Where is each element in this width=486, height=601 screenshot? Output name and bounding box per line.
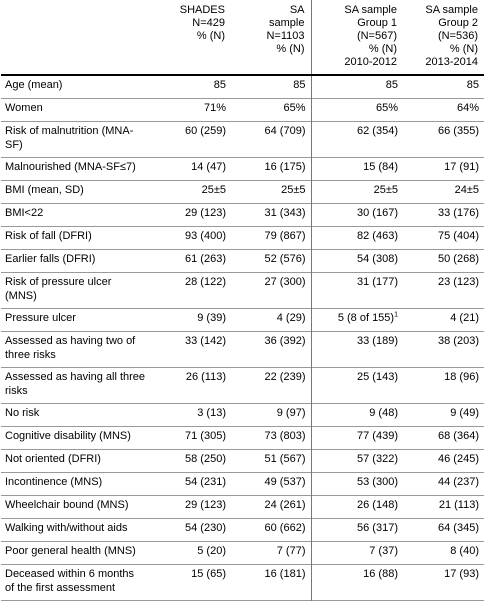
cell-value: 62 (354) [357,124,398,137]
row-label: Incontinence (MNS) [5,475,103,488]
cell-value: 29 (123) [185,498,226,511]
header-line: SHADES [179,4,225,16]
header-line [5,17,145,30]
cell-value: 65% [375,101,398,114]
cell-value: 77 (439) [357,429,398,442]
row-label: BMI (mean, SD) [5,183,84,196]
cell-c2 [231,308,311,331]
header-shades [151,0,231,75]
cell-value: 33 (189) [357,334,398,347]
header-blank [1,0,151,75]
cell-c1 [151,157,231,180]
cell-value: 5 (20) [197,544,226,557]
cell-value: 25±5 [281,183,306,196]
table-row [1,449,484,472]
table-row [1,203,484,226]
cell-value: 33 (176) [438,206,479,219]
cell-c2 [231,75,311,98]
header-line: 2013-2014 [425,56,478,68]
cell-value: 82 (463) [357,229,398,242]
cell-c4 [403,308,484,331]
cell-value: 54 (231) [185,475,226,488]
row-label: Pressure ulcer [5,311,76,324]
cell-value: 25 (143) [357,370,398,383]
header-line: (N=567) [356,30,397,42]
cell-value: 4 (29) [276,311,306,324]
cell-c4 [403,157,484,180]
row-label: Age (mean) [5,79,63,91]
table-row [1,564,484,600]
row-label: Not oriented (DFRI) [5,452,101,465]
table-row [1,121,484,157]
cell-value: 9 (39) [197,311,226,324]
cell-c3 [311,472,403,495]
cell-value: 8 (40) [450,544,479,557]
cell-c2 [231,495,311,518]
cell-value: 26 (148) [357,498,398,511]
cell-c1 [151,564,231,600]
header-line: % (N) [196,30,225,42]
cell-c3 [311,272,403,308]
cell-value: 17 (93) [444,567,479,580]
cell-c2 [231,449,311,472]
table-row [1,472,484,495]
cell-c4 [403,272,484,308]
table-row [1,180,484,203]
cell-value: 52 (576) [264,252,306,265]
cell-c4 [403,249,484,272]
cell-value: 27 (300) [264,275,306,288]
header-sa-sample [231,0,311,75]
cell-c3 [311,367,403,403]
cell-value: 33 (142) [185,334,226,347]
cell-value: 60 (662) [264,521,306,534]
cell-c2 [231,472,311,495]
cell-value: 18 (96) [444,370,479,383]
header-line: Group 2 [438,17,478,29]
header-line: 2010-2012 [344,56,397,68]
cell-c2 [231,157,311,180]
cell-c2 [231,367,311,403]
table-row [1,541,484,564]
cell-value: 49 (537) [264,475,306,488]
cell-c1 [151,249,231,272]
cell-c1 [151,367,231,403]
cell-c1 [151,426,231,449]
results-table [1,0,484,601]
cell-value: 51 (567) [264,452,306,465]
table-row [1,495,484,518]
table-row [1,403,484,426]
cell-c1 [151,180,231,203]
cell-c3 [311,180,403,203]
cell-c1 [151,541,231,564]
cell-c4 [403,98,484,121]
header-line: SA [289,4,305,16]
cell-c3 [311,331,403,367]
table-row [1,98,484,121]
header-line: SA sample [344,4,397,16]
cell-c1 [151,203,231,226]
cell-c1 [151,403,231,426]
cell-c3 [311,308,403,331]
cell-c3 [311,518,403,541]
cell-c4 [403,403,484,426]
header-line [5,30,145,43]
header-line [5,4,145,17]
cell-value: 64 (709) [264,124,306,137]
cell-c2 [231,226,311,249]
cell-value: 16 (181) [264,567,306,580]
cell-c3 [311,98,403,121]
cell-value: 65% [283,101,306,114]
cell-c3 [311,75,403,98]
cell-value: 30 (167) [357,206,398,219]
cell-c1 [151,308,231,331]
cell-c4 [403,518,484,541]
cell-value: 22 (239) [264,370,306,383]
cell-c4 [403,226,484,249]
cell-c1 [151,121,231,157]
cell-value: 57 (322) [357,452,398,465]
row-label: Wheelchair bound (MNS) [5,498,129,511]
cell-value: 9 (49) [450,406,479,419]
cell-value: 54 (230) [185,521,226,534]
header-line: (N=536) [437,30,478,42]
cell-value: 26 (113) [185,370,226,383]
cell-value: 58 (250) [185,452,226,465]
cell-c4 [403,472,484,495]
cell-value: 31 (343) [264,206,306,219]
cell-c3 [311,249,403,272]
cell-c1 [151,226,231,249]
cell-c2 [231,403,311,426]
cell-c4 [403,180,484,203]
cell-value: 71 (305) [185,429,226,442]
cell-c1 [151,495,231,518]
row-label: Walking with/without aids [5,521,128,534]
table-row [1,249,484,272]
cell-c1 [151,272,231,308]
cell-value: 61 (263) [185,252,226,265]
cell-value: 38 (203) [438,334,479,347]
cell-value: 25±5 [201,183,226,196]
cell-value: 85 [385,79,398,91]
cell-c4 [403,331,484,367]
row-label: Risk of fall (DFRI) [5,229,92,242]
cell-value: 44 (237) [438,475,479,488]
cell-value: 15 (84) [363,160,398,173]
cell-c3 [311,226,403,249]
cell-value: 68 (364) [438,429,479,442]
cell-c2 [231,180,311,203]
cell-value: 7 (37) [369,544,398,557]
header-line: N=429 [192,17,225,29]
row-label: Risk of malnutrition (MNA-SF) [5,124,134,151]
row-label: Malnourished (MNA-SF≤7) [5,160,136,173]
cell-c2 [231,541,311,564]
cell-c3 [311,495,403,518]
row-label: Earlier falls (DFRI) [5,252,96,265]
cell-value: 71% [203,101,226,114]
cell-value: 21 (113) [438,498,479,511]
row-label: BMI<22 [5,206,44,219]
header-line: Group 1 [357,17,397,29]
cell-c4 [403,203,484,226]
table-row [1,518,484,541]
cell-c4 [403,495,484,518]
header-line: SA sample [425,4,478,16]
cell-c2 [231,272,311,308]
table-row [1,367,484,403]
cell-c2 [231,249,311,272]
header-line: N=1103 [266,30,305,42]
table-row [1,426,484,449]
row-label: Women [5,101,43,114]
cell-value: 16 (175) [264,160,306,173]
cell-value: 60 (259) [185,124,226,137]
footnote-marker: 1 [394,310,398,318]
header-line: % (N) [276,43,305,55]
cell-value: 50 (268) [438,252,479,265]
table-row [1,331,484,367]
cell-c3 [311,449,403,472]
cell-value: 53 (300) [357,475,398,488]
table-header [1,0,484,75]
table-row [1,75,484,98]
cell-c3 [311,541,403,564]
row-label: Poor general health (MNS) [5,544,136,557]
header-row [1,0,484,75]
cell-c4 [403,449,484,472]
cell-value: 29 (123) [185,206,226,219]
cell-value: 15 (65) [191,567,226,580]
cell-c3 [311,121,403,157]
cell-c3 [311,564,403,600]
cell-value: 73 (803) [264,429,306,442]
cell-value: 24±5 [454,183,479,196]
cell-value: 9 (48) [369,406,398,419]
cell-value: 25±5 [373,183,398,196]
cell-c2 [231,331,311,367]
row-label: Assessed as having all three risks [5,370,146,397]
cell-c1 [151,472,231,495]
cell-value: 23 (123) [438,275,479,288]
cell-value: 17 (91) [444,160,479,173]
cell-value: 85 [293,79,306,91]
header-sa-group-2 [403,0,484,75]
table-row [1,272,484,308]
cell-value: 54 (308) [357,252,398,265]
cell-c2 [231,203,311,226]
header-line: % (N) [449,43,478,55]
cell-c1 [151,331,231,367]
cell-value: 9 (97) [276,406,306,419]
cell-c4 [403,121,484,157]
cell-c1 [151,75,231,98]
cell-c4 [403,426,484,449]
cell-c4 [403,367,484,403]
cell-c1 [151,98,231,121]
row-label: Cognitive disability (MNS) [5,429,131,442]
cell-value: 5 (8 of 155) [337,311,395,324]
cell-c2 [231,98,311,121]
cell-value: 28 (122) [185,275,226,288]
cell-value: 93 (400) [185,229,226,242]
cell-value: 79 (867) [264,229,306,242]
cell-c2 [231,426,311,449]
cell-value: 31 (177) [357,275,398,288]
cell-value: 85 [213,79,226,91]
cell-c4 [403,564,484,600]
row-label: Assessed as having two of three risks [5,334,136,361]
cell-value: 85 [466,79,479,91]
row-label: Risk of pressure ulcer (MNS) [5,275,112,302]
cell-value: 4 (21) [450,311,479,324]
cell-c1 [151,518,231,541]
cell-value: 75 (404) [438,229,479,242]
table-row [1,226,484,249]
cell-value: 36 (392) [264,334,306,347]
cell-c2 [231,121,311,157]
cell-value: 66 (355) [438,124,479,137]
cell-c3 [311,426,403,449]
cell-value: 3 (13) [197,406,226,419]
cell-c4 [403,75,484,98]
header-line: % (N) [368,43,397,55]
cell-c2 [231,564,311,600]
header-sa-group-1 [311,0,403,75]
cell-value: 64% [456,101,479,114]
cell-c4 [403,541,484,564]
cell-value: 7 (77) [276,544,306,557]
cell-value: 24 (261) [264,498,306,511]
cell-c3 [311,203,403,226]
cell-value: 16 (88) [363,567,398,580]
cell-c1 [151,449,231,472]
cell-c2 [231,518,311,541]
row-label: Deceased within 6 months of the first assessment [5,567,135,594]
table-body [1,75,484,600]
header-line: sample [269,17,305,29]
cell-c3 [311,157,403,180]
cell-c3 [311,403,403,426]
cell-value: 46 (245) [438,452,479,465]
cell-value: 56 (317) [357,521,398,534]
row-label: No risk [5,406,40,419]
table-row [1,157,484,180]
table-row [1,308,484,331]
cell-value: 14 (47) [191,160,226,173]
cell-value: 64 (345) [438,521,479,534]
